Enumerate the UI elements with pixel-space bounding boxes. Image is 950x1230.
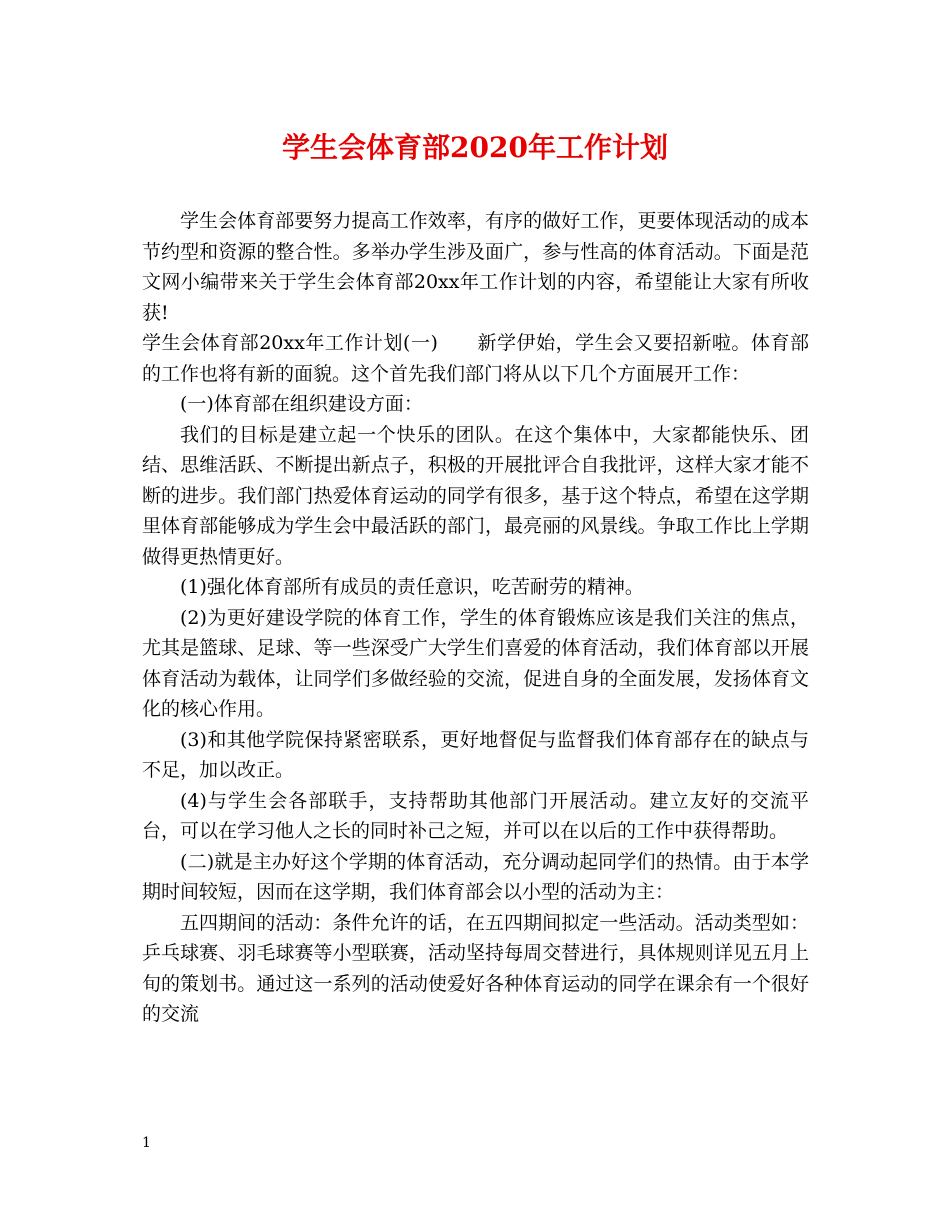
section-heading-organization: (一)体育部在组织建设方面： <box>180 393 423 415</box>
list-item-2: (2)为更好建设学院的体育工作，学生的体育锻炼应该是我们关注的焦点，尤其是篮球、足球、等一些深受广大学生们喜爱的体育活动，我们体育部以开展体育活动为载体，让同学们多做经验的交流，促进自身的全面发展，发扬体育文化的核心作用。 <box>142 606 809 720</box>
section-heading-activities: (二)就是主办好这个学期的体育活动，充分调动起同学们的热情。由于本学期时间较短，因而在这学期，我们体育部会以小型的活动为主： <box>142 850 809 903</box>
may-fourth-activities-paragraph: 五四期间的活动：条件允许的话，在五四期间拟定一些活动。活动类型如：乒乓球赛、羽毛球赛等小型联赛，活动坚持每周交替进行，具体规则详见五月上旬的策划书。通过这一系列的活动使爱好各种体育运动的同学在课余有一个很好的交流 <box>142 911 809 1025</box>
goal-paragraph: 我们的目标是建立起一个快乐的团队。在这个集体中，大家都能快乐、团结、思维活跃、不断提出新点子，积极的开展批评合自我批评，这样大家才能不断的进步。我们部门热爱体育运动的同学有很多，基于这个特点，希望在这学期里体育部能够成为学生会中最活跃的部门，最亮丽的风景线。争取工作比上学期做得更热情更好。 <box>142 423 809 568</box>
list-item-4: (4)与学生会各部联手，支持帮助其他部门开展活动。建立友好的交流平台，可以在学习他人之长的同时补己之短，并可以在以后的工作中获得帮助。 <box>142 789 809 842</box>
plan-heading-paragraph: 学生会体育部20xx年工作计划(一) 新学伊始，学生会又要招新啦。体育部的工作也将有新的面貌。这个首先我们部门将从以下几个方面展开工作： <box>142 332 809 385</box>
list-item-3: (3)和其他学院保持紧密联系，更好地督促与监督我们体育部存在的缺点与不足，加以改正。 <box>142 728 809 781</box>
intro-paragraph: 学生会体育部要努力提高工作效率，有序的做好工作，更要体现活动的成本节约型和资源的整合性。多举办学生涉及面广，参与性高的体育活动。下面是范文网小编带来关于学生会体育部20xx年工作计划的内容，希望能让大家有所收获! <box>142 210 809 324</box>
page-title: 学生会体育部2020年工作计划 <box>282 131 668 164</box>
list-item-1: (1)强化体育部所有成员的责任意识，吃苦耐劳的精神。 <box>180 576 644 598</box>
document-body <box>142 206 809 1030</box>
page-number: 1 <box>142 1135 151 1151</box>
